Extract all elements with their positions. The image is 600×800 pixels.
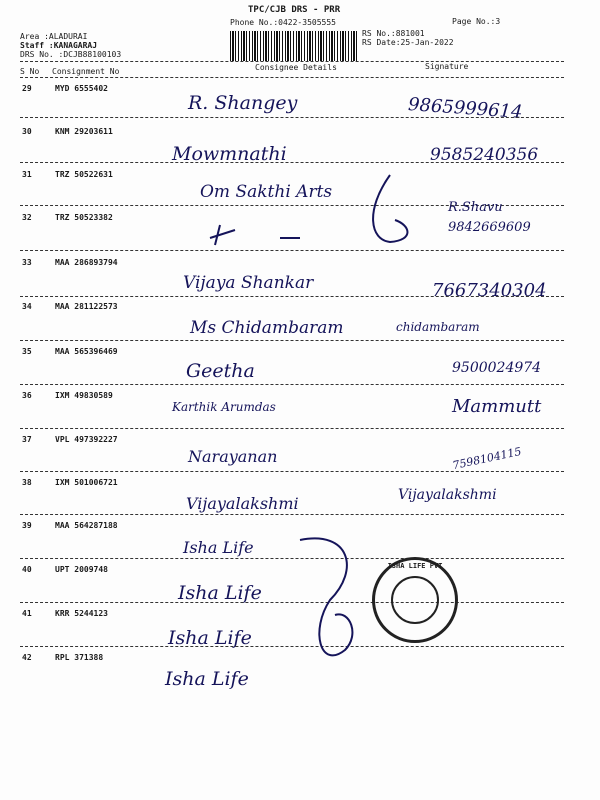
row-divider [20, 340, 564, 341]
row-sno: 34 [22, 302, 32, 311]
sheet-title: TPC/CJB DRS - PRR [248, 5, 341, 15]
signature-handwriting: 9585240356 [430, 145, 539, 165]
row-consignment: KNM 29203611 [55, 127, 113, 136]
column-sno: S No [20, 67, 40, 76]
row-consignment: MAA 565396469 [55, 347, 118, 356]
row-divider [20, 514, 564, 515]
row-sno: 39 [22, 521, 32, 530]
row-consignment: VPL 497392227 [55, 435, 118, 444]
column-consignee: Consignee Details [255, 63, 337, 72]
row-divider [20, 471, 564, 472]
drs-number: DRS No. :DCJB88100103 [20, 50, 122, 59]
row-sno: 32 [22, 213, 32, 222]
signature-handwriting: 7598104115 [451, 444, 523, 473]
signature-handwriting: 9500024974 [452, 360, 542, 376]
row-divider [20, 428, 564, 429]
row-sno: 40 [22, 565, 32, 574]
row-consignment: MAA 281122573 [55, 302, 118, 311]
signature-handwriting: Vijayalakshmi [398, 487, 497, 503]
row-divider [20, 162, 564, 163]
phone-number: Phone No.:0422-3505555 [230, 18, 336, 27]
rs-date: RS Date:25-Jan-2022 [362, 38, 454, 47]
row-consignment: MYD 6555402 [55, 84, 108, 93]
scribble-marks [190, 170, 440, 260]
signature-handwriting: Mammutt [452, 396, 542, 417]
row-sno: 36 [22, 391, 32, 400]
row-sno: 35 [22, 347, 32, 356]
row-sno: 31 [22, 170, 32, 179]
consignee-handwriting: Isha Life [178, 582, 262, 604]
stamp-center-signature [391, 576, 439, 624]
row-divider [20, 384, 564, 385]
row-sno: 30 [22, 127, 32, 136]
column-signature: Signature [425, 62, 469, 71]
consignee-handwriting: Isha Life [168, 627, 252, 649]
row-consignment: TRZ 50523382 [55, 213, 113, 222]
row-sno: 42 [22, 653, 32, 662]
page-number: Page No.:3 [452, 17, 501, 26]
consignee-handwriting: Narayanan [188, 447, 278, 466]
row-consignment: KRR 5244123 [55, 609, 108, 618]
consignee-handwriting: Om Sakthi Arts [200, 182, 333, 202]
area-label: Area :ALADURAI [20, 32, 88, 41]
company-stamp [372, 557, 458, 643]
signature-handwriting: 7667340304 [432, 280, 547, 301]
row-consignment: IXM 501006721 [55, 478, 118, 487]
consignee-handwriting: Geetha [186, 360, 255, 382]
signature-handwriting: 9865999614 [407, 94, 524, 123]
rs-number: RS No.:881001 [362, 29, 425, 38]
consignee-handwriting: Isha Life [165, 668, 249, 690]
row-sno: 33 [22, 258, 32, 267]
header-rule-bottom [20, 77, 564, 78]
staff-label: Staff :KANAGARAJ [20, 41, 98, 50]
row-consignment: RPL 371388 [55, 653, 104, 662]
consignee-handwriting: Vijayalakshmi [186, 494, 299, 513]
row-divider [20, 250, 564, 251]
signature-handwriting: chidambaram [396, 320, 480, 334]
consignee-handwriting: R. Shangey [188, 92, 298, 114]
bracket-scribble [290, 530, 370, 680]
row-consignment: MAA 286893794 [55, 258, 118, 267]
row-sno: 41 [22, 609, 32, 618]
row-consignment: UPT 2009748 [55, 565, 108, 574]
row-consignment: TRZ 50522631 [55, 170, 113, 179]
stamp-text: ISHA LIFE PVT [387, 562, 443, 570]
consignee-handwriting: Karthik Arumdas [172, 400, 276, 414]
row-sno: 37 [22, 435, 32, 444]
row-divider [20, 117, 564, 118]
consignee-handwriting: Isha Life [183, 538, 254, 557]
row-sno: 29 [22, 84, 32, 93]
column-consignment: Consignment No [52, 67, 120, 76]
consignee-handwriting: Ms Chidambaram [190, 318, 344, 338]
row-sno: 38 [22, 478, 32, 487]
row-consignment: IXM 49830589 [55, 391, 113, 400]
header-rule-top [20, 61, 564, 62]
row-consignment: MAA 564287188 [55, 521, 118, 530]
signature-handwriting: R.Shavu 9842669609 [448, 200, 531, 235]
barcode [230, 31, 358, 61]
row-divider [20, 296, 564, 297]
consignee-handwriting: Vijaya Shankar [183, 273, 314, 293]
consignee-handwriting: Mowmnathi [172, 143, 287, 165]
